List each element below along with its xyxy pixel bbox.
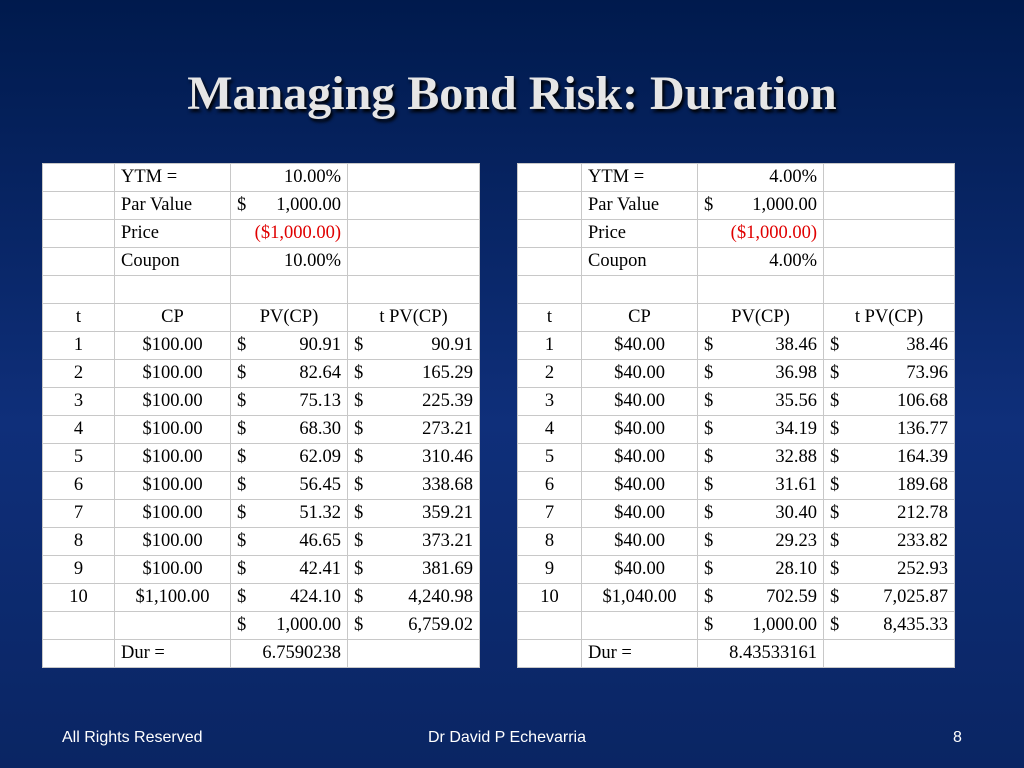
weighted-pv-cell: $ 381.69 (348, 556, 480, 584)
table-row (518, 416, 955, 444)
table-row (43, 500, 480, 528)
empty-cell (582, 276, 698, 304)
empty-cell (43, 192, 115, 220)
table-row (518, 472, 955, 500)
cash-flow-cell: $40.00 (582, 388, 698, 416)
period-cell: 8 (43, 528, 115, 556)
ytm-label: YTM = (582, 164, 698, 192)
table-row (518, 388, 955, 416)
duration-value: 6.7590238 (231, 640, 348, 668)
cash-flow-cell: $100.00 (115, 332, 231, 360)
price-row (518, 220, 955, 248)
table-row (518, 528, 955, 556)
empty-cell (348, 192, 480, 220)
weighted-pv-cell: $ 310.46 (348, 444, 480, 472)
period-cell: 7 (43, 500, 115, 528)
pv-cell: $ 702.59 (698, 584, 824, 612)
empty-cell (43, 276, 115, 304)
par-value-label: Par Value (115, 192, 231, 220)
total-row (518, 612, 955, 640)
weighted-pv-cell: $ 7,025.87 (824, 584, 955, 612)
pv-cell: $ 28.10 (698, 556, 824, 584)
pv-cell: $ 56.45 (231, 472, 348, 500)
period-cell: 9 (518, 556, 582, 584)
empty-cell (43, 248, 115, 276)
bond-table-right (517, 163, 955, 668)
price-label: Price (582, 220, 698, 248)
pv-cell: $ 42.41 (231, 556, 348, 584)
duration-row (43, 640, 480, 668)
pv-cell: $ 31.61 (698, 472, 824, 500)
duration-label: Dur = (582, 640, 698, 668)
cash-flow-cell: $40.00 (582, 472, 698, 500)
table-row (43, 584, 480, 612)
pv-cell: $ 29.23 (698, 528, 824, 556)
duration-value: 8.43533161 (698, 640, 824, 668)
footer-copyright: All Rights Reserved (62, 729, 203, 746)
cash-flow-cell: $40.00 (582, 500, 698, 528)
pv-cell: $ 62.09 (231, 444, 348, 472)
ytm-row (518, 164, 955, 192)
price-row (43, 220, 480, 248)
table-row (43, 472, 480, 500)
par-value-value: $ 1,000.00 (231, 192, 348, 220)
coupon-row (518, 248, 955, 276)
par-value-label: Par Value (582, 192, 698, 220)
pv-cell: $ 90.91 (231, 332, 348, 360)
pv-cell: $ 51.32 (231, 500, 348, 528)
empty-cell (348, 164, 480, 192)
pv-cell: $ 32.88 (698, 444, 824, 472)
coupon-label: Coupon (115, 248, 231, 276)
table-row (43, 416, 480, 444)
period-cell: 9 (43, 556, 115, 584)
column-header: CP (115, 304, 231, 332)
cash-flow-cell: $100.00 (115, 360, 231, 388)
period-cell: 6 (43, 472, 115, 500)
cash-flow-cell: $100.00 (115, 416, 231, 444)
weighted-pv-cell: $ 233.82 (824, 528, 955, 556)
cash-flow-cell: $100.00 (115, 472, 231, 500)
cash-flow-cell: $100.00 (115, 556, 231, 584)
empty-cell (824, 640, 955, 668)
footer-author: Dr David P Echevarria (428, 729, 586, 746)
price-label: Price (115, 220, 231, 248)
weighted-pv-cell: $ 90.91 (348, 332, 480, 360)
weighted-pv-cell: $ 38.46 (824, 332, 955, 360)
duration-row (518, 640, 955, 668)
table-row (518, 584, 955, 612)
cash-flow-cell: $100.00 (115, 388, 231, 416)
table-row (43, 360, 480, 388)
weighted-pv-cell: $ 359.21 (348, 500, 480, 528)
spacer-row (518, 276, 955, 304)
period-cell: 5 (43, 444, 115, 472)
column-header: t (43, 304, 115, 332)
coupon-row (43, 248, 480, 276)
cash-flow-cell: $40.00 (582, 444, 698, 472)
weighted-pv-cell: $ 4,240.98 (348, 584, 480, 612)
pv-cell: $ 82.64 (231, 360, 348, 388)
period-cell: 10 (43, 584, 115, 612)
empty-cell (115, 612, 231, 640)
empty-cell (518, 612, 582, 640)
empty-cell (115, 276, 231, 304)
total-pv-cell: $ 1,000.00 (231, 612, 348, 640)
total-row (43, 612, 480, 640)
bond-table-left (42, 163, 480, 668)
ytm-label: YTM = (115, 164, 231, 192)
table-row (43, 528, 480, 556)
table-row (518, 444, 955, 472)
column-header: PV(CP) (698, 304, 824, 332)
total-weighted-pv-cell: $ 6,759.02 (348, 612, 480, 640)
cash-flow-cell: $100.00 (115, 444, 231, 472)
pv-cell: $ 68.30 (231, 416, 348, 444)
table-row (518, 360, 955, 388)
period-cell: 6 (518, 472, 582, 500)
empty-cell (43, 220, 115, 248)
par-value-row (518, 192, 955, 220)
table-row (43, 556, 480, 584)
empty-cell (518, 640, 582, 668)
ytm-value: 4.00% (698, 164, 824, 192)
period-cell: 3 (518, 388, 582, 416)
column-header: CP (582, 304, 698, 332)
period-cell: 1 (518, 332, 582, 360)
period-cell: 2 (43, 360, 115, 388)
period-cell: 4 (43, 416, 115, 444)
par-value-row (43, 192, 480, 220)
cash-flow-cell: $1,040.00 (582, 584, 698, 612)
period-cell: 5 (518, 444, 582, 472)
weighted-pv-cell: $ 252.93 (824, 556, 955, 584)
weighted-pv-cell: $ 106.68 (824, 388, 955, 416)
ytm-value: 10.00% (231, 164, 348, 192)
empty-cell (824, 276, 955, 304)
cash-flow-cell: $40.00 (582, 556, 698, 584)
period-cell: 7 (518, 500, 582, 528)
table-row (43, 444, 480, 472)
cash-flow-cell: $40.00 (582, 416, 698, 444)
empty-cell (518, 276, 582, 304)
weighted-pv-cell: $ 225.39 (348, 388, 480, 416)
weighted-pv-cell: $ 212.78 (824, 500, 955, 528)
price-value: ($1,000.00) (231, 220, 348, 248)
pv-cell: $ 38.46 (698, 332, 824, 360)
empty-cell (231, 276, 348, 304)
pv-cell: $ 34.19 (698, 416, 824, 444)
coupon-value: 10.00% (231, 248, 348, 276)
price-value: ($1,000.00) (698, 220, 824, 248)
cash-flow-cell: $40.00 (582, 360, 698, 388)
empty-cell (348, 220, 480, 248)
spacer-row (43, 276, 480, 304)
par-value-value: $ 1,000.00 (698, 192, 824, 220)
duration-label: Dur = (115, 640, 231, 668)
pv-cell: $ 46.65 (231, 528, 348, 556)
empty-cell (518, 248, 582, 276)
weighted-pv-cell: $ 338.68 (348, 472, 480, 500)
empty-cell (824, 164, 955, 192)
table-row (518, 556, 955, 584)
period-cell: 8 (518, 528, 582, 556)
pv-cell: $ 35.56 (698, 388, 824, 416)
period-cell: 3 (43, 388, 115, 416)
period-cell: 2 (518, 360, 582, 388)
empty-cell (348, 248, 480, 276)
cash-flow-cell: $40.00 (582, 332, 698, 360)
empty-cell (43, 164, 115, 192)
weighted-pv-cell: $ 136.77 (824, 416, 955, 444)
cash-flow-cell: $100.00 (115, 500, 231, 528)
empty-cell (43, 640, 115, 668)
pv-cell: $ 424.10 (231, 584, 348, 612)
slide-title: Managing Bond Risk: Duration (187, 67, 837, 120)
weighted-pv-cell: $ 164.39 (824, 444, 955, 472)
column-header: PV(CP) (231, 304, 348, 332)
table-row (43, 332, 480, 360)
weighted-pv-cell: $ 73.96 (824, 360, 955, 388)
pv-cell: $ 36.98 (698, 360, 824, 388)
column-header: t (518, 304, 582, 332)
empty-cell (824, 192, 955, 220)
empty-cell (824, 220, 955, 248)
total-weighted-pv-cell: $ 8,435.33 (824, 612, 955, 640)
column-header: t PV(CP) (348, 304, 480, 332)
table-row (518, 332, 955, 360)
empty-cell (518, 164, 582, 192)
period-cell: 1 (43, 332, 115, 360)
period-cell: 10 (518, 584, 582, 612)
empty-cell (348, 276, 480, 304)
weighted-pv-cell: $ 189.68 (824, 472, 955, 500)
weighted-pv-cell: $ 373.21 (348, 528, 480, 556)
header-row (518, 304, 955, 332)
empty-cell (518, 192, 582, 220)
empty-cell (43, 612, 115, 640)
cash-flow-cell: $1,100.00 (115, 584, 231, 612)
pv-cell: $ 75.13 (231, 388, 348, 416)
empty-cell (698, 276, 824, 304)
period-cell: 4 (518, 416, 582, 444)
weighted-pv-cell: $ 165.29 (348, 360, 480, 388)
slide-number: 8 (953, 729, 962, 746)
empty-cell (348, 640, 480, 668)
table-row (518, 500, 955, 528)
table-row (43, 388, 480, 416)
pv-cell: $ 30.40 (698, 500, 824, 528)
coupon-value: 4.00% (698, 248, 824, 276)
header-row (43, 304, 480, 332)
total-pv-cell: $ 1,000.00 (698, 612, 824, 640)
coupon-label: Coupon (582, 248, 698, 276)
empty-cell (518, 220, 582, 248)
empty-cell (824, 248, 955, 276)
ytm-row (43, 164, 480, 192)
cash-flow-cell: $100.00 (115, 528, 231, 556)
empty-cell (582, 612, 698, 640)
column-header: t PV(CP) (824, 304, 955, 332)
weighted-pv-cell: $ 273.21 (348, 416, 480, 444)
cash-flow-cell: $40.00 (582, 528, 698, 556)
